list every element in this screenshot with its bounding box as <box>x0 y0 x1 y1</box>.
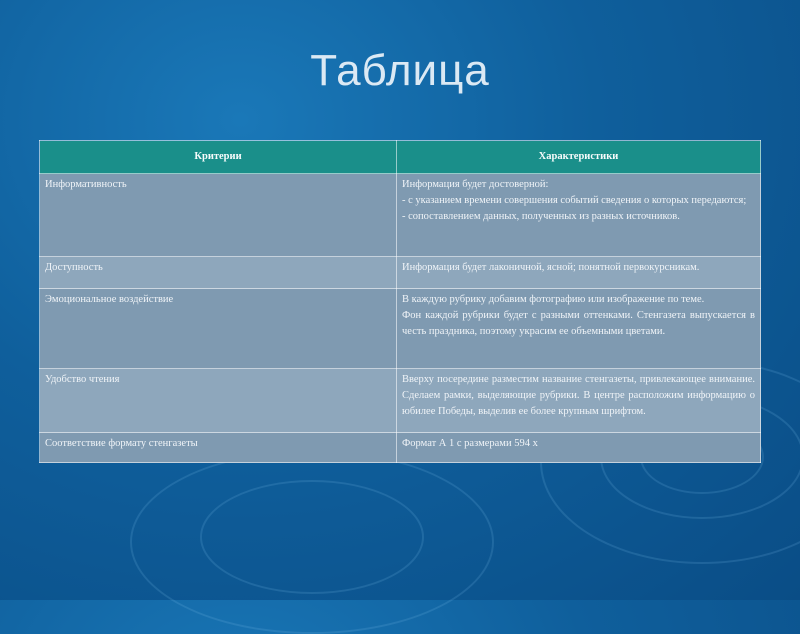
characteristic-cell <box>397 257 761 289</box>
characteristic-line: Фон каждой рубрики будет с разными оттенками. Стенгазета выпускается в честь праздника, поэтому украсим ее объемными цветами. <box>402 309 755 337</box>
characteristic-line: В каждую рубрику добавим фотографию или изображение по теме. <box>402 294 705 305</box>
column-header-characteristics: Характеристики <box>397 141 761 174</box>
table-row <box>40 257 761 289</box>
criterion-cell: Удобство чтения <box>40 369 397 433</box>
table-row <box>40 174 761 257</box>
characteristic-cell <box>397 433 761 463</box>
characteristic-cell <box>397 369 761 433</box>
column-header-criteria: Критерии <box>40 141 397 174</box>
characteristic-line: - с указанием времени совершения событий сведения о которых передаются; <box>402 194 747 206</box>
characteristic-line: - сопоставлением данных, полученных из разных источников. <box>402 210 680 222</box>
characteristic-line: Вверху посередине разместим название стенгазеты, привлекающее внимание. Сделаем рамки, выделяющие рубрики. В центре расположим информацию о юбилее Победы, выделив ее более крупным шрифтом. <box>402 374 755 417</box>
ripple-decoration <box>130 450 494 634</box>
criterion-cell: Информативность <box>40 174 397 257</box>
table-row <box>40 433 761 463</box>
table-row <box>40 289 761 369</box>
characteristic-cell <box>397 289 761 369</box>
characteristic-line: Формат А 1 с размерами 594 х <box>402 438 538 449</box>
table-row <box>40 369 761 433</box>
characteristic-line: Информация будет лаконичной, ясной; понятной первокурсникам. <box>402 262 700 273</box>
characteristic-line: Информация будет достоверной: <box>402 179 549 190</box>
criterion-cell: Эмоциональное воздействие <box>40 289 397 369</box>
table-header-row <box>40 141 761 174</box>
criteria-table <box>39 140 761 463</box>
slide-title: Таблица <box>310 46 490 95</box>
criterion-cell: Доступность <box>40 257 397 289</box>
criterion-cell: Соответствие формату стенгазеты <box>40 433 397 463</box>
characteristic-cell <box>397 174 761 257</box>
